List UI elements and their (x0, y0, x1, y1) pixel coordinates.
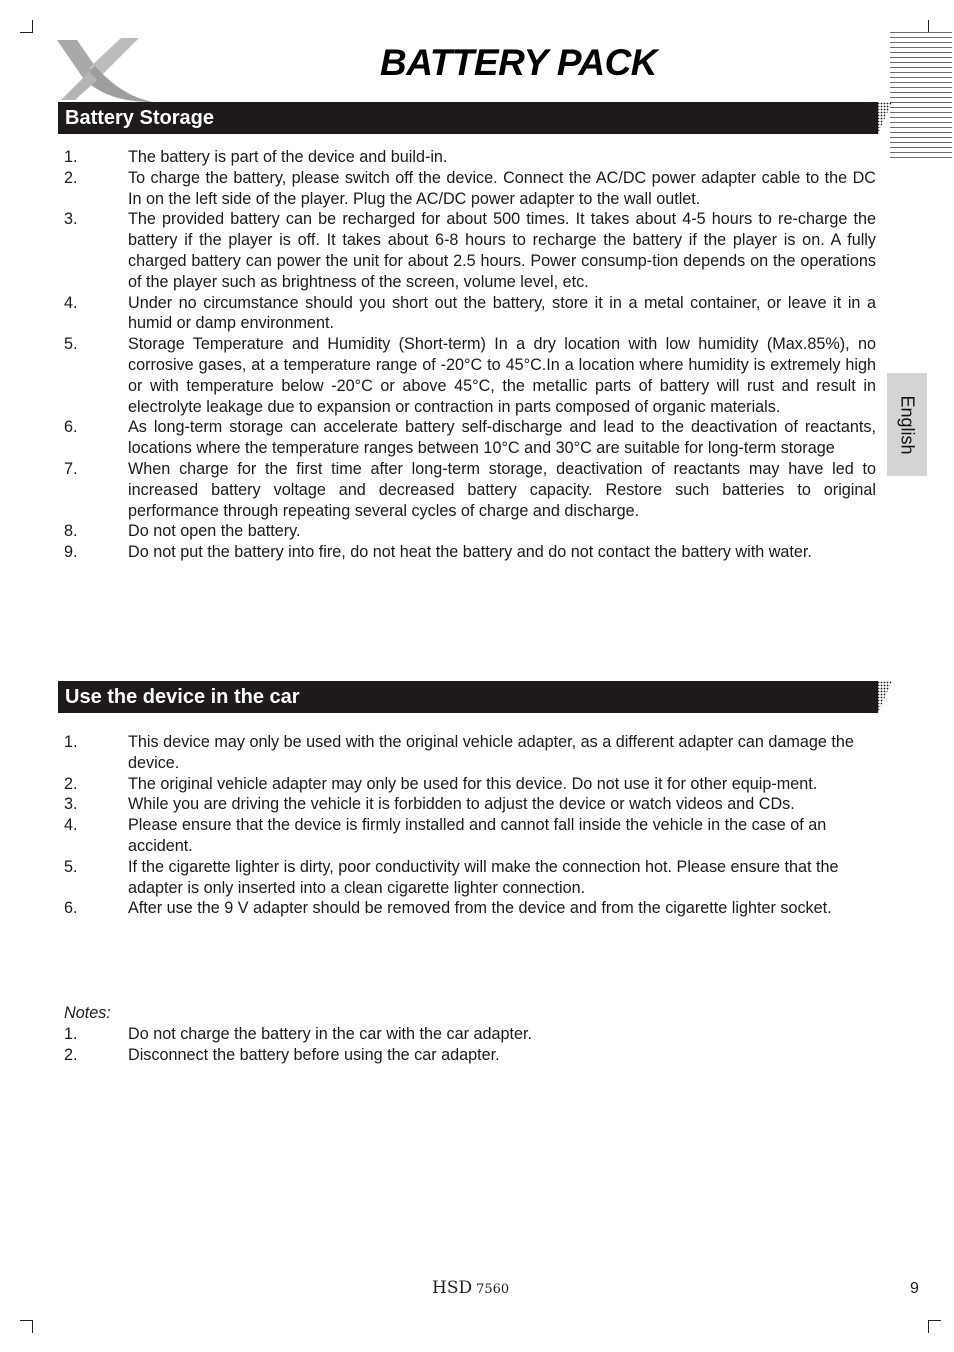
x-brand-logo-icon (55, 38, 155, 109)
list-item-number: 6. (64, 899, 78, 918)
language-tab (887, 373, 927, 476)
list-item (64, 293, 876, 335)
list-item (64, 334, 876, 417)
list-item-number: 9. (64, 543, 78, 562)
list-item-number: 5. (64, 857, 78, 876)
list-item-text: Disconnect the battery before using the car adapter. (128, 1045, 500, 1064)
list-item-text: If the cigarette lighter is dirty, poor conductivity will make the connection hot. Please ensure that the adapter is only inserted into a clean cigarette lighter connection. (128, 857, 839, 897)
list-item (64, 147, 876, 168)
list-item-number: 4. (64, 816, 78, 835)
list-item-number: 1. (64, 733, 78, 751)
model-name: HSD (432, 1278, 473, 1298)
section-header-car-use (58, 681, 878, 713)
footer-model-name (432, 1278, 509, 1298)
list-item-text: To charge the battery, please switch off the device. Connect the AC/DC power adapter cable to the DC In on the left side of the player. Plug the AC/DC power adapter to the wall outlet. (128, 168, 876, 208)
list-item-text: Please ensure that the device is firmly installed and cannot fall inside the vehicle in the case of an accident. (128, 816, 827, 855)
list-item-number: 1. (64, 148, 78, 166)
list-item (64, 1045, 876, 1066)
list-item-number: 5. (64, 335, 78, 354)
list-item (64, 794, 876, 815)
list-item-text: Storage Temperature and Humidity (Short-term) In a dry location with low humidity (Max.85%), no corrosive gases, at a temperature range of -20°C to 45°C.In a location where humidity is extremely high or with temperature below -20°C or above 45°C, the metallic parts of battery will rust and result in electrolyte leakage due to expansion or contraction in parts composed of organic materials. (128, 335, 876, 416)
list-item-number: 1. (64, 1025, 78, 1043)
list-item-number: 4. (64, 293, 78, 312)
list-item-number: 2. (64, 168, 78, 187)
crop-mark-top-left (20, 20, 33, 33)
list-item (64, 732, 876, 774)
list-item-number: 3. (64, 210, 78, 229)
list-item-number: 2. (64, 1045, 78, 1064)
model-number: 7560 (476, 1282, 510, 1297)
battery-storage-list (64, 147, 876, 563)
list-item-text: The battery is part of the device and build-in. (128, 148, 448, 166)
list-item (64, 459, 876, 521)
list-item-text: Do not charge the battery in the car with the car adapter. (128, 1025, 533, 1043)
crop-mark-bottom-right (928, 1320, 941, 1333)
list-item (64, 417, 876, 459)
language-tab-label: English (897, 394, 918, 455)
list-item-text: After use the 9 V adapter should be removed from the device and from the cigarette lighter socket. (128, 899, 832, 918)
list-item (64, 209, 876, 292)
list-item-text: Do not open the battery. (128, 522, 301, 541)
notes-label: Notes: (64, 1004, 111, 1022)
halftone-dots-icon (844, 681, 892, 713)
list-item-text: As long-term storage can accelerate battery self-discharge and lead to the deactivation of reactants, locations where the temperature ranges between 10°C and 30°C are suitable for long-term storage (128, 418, 876, 458)
list-item (64, 521, 876, 542)
list-item (64, 168, 876, 210)
section-title: Battery Storage (65, 107, 214, 129)
section-title: Use the device in the car (65, 686, 300, 708)
list-item (64, 857, 876, 899)
decorative-stripes (890, 32, 952, 158)
list-item-text: The original vehicle adapter may only be used for this device. Do not use it for other equip-ment. (128, 774, 818, 793)
list-item-text: Do not put the battery into fire, do not heat the battery and do not contact the battery with water. (128, 543, 812, 562)
list-item-text: The provided battery can be recharged for about 500 times. It takes about 4-5 hours to re-charge the battery if the player is off. It takes about 6-8 hours to recharge the battery if the player is on. A fully charged battery can power the unit for about 2.5 hours. Power consump-tion depends on the operations of the player such as brightness of the screen, volume level, etc. (128, 210, 876, 291)
list-item-number: 7. (64, 459, 78, 478)
halftone-dots-icon (844, 102, 892, 134)
list-item-text: While you are driving the vehicle it is forbidden to adjust the device or watch videos and CDs. (128, 795, 795, 814)
list-item-text: This device may only be used with the original vehicle adapter, as a different adapter can damage the device. (128, 733, 854, 772)
list-item-text: When charge for the first time after long-term storage, deactivation of reactants may have led to increased battery voltage and decreased battery capacity. Restore such batteries to original performance through repeating several cycles of charge and discharge. (128, 459, 876, 520)
list-item-number: 2. (64, 774, 78, 793)
list-item-number: 3. (64, 795, 78, 814)
page-number: 9 (910, 1280, 919, 1297)
list-item-text: Under no circumstance should you short out the battery, store it in a metal container, or leave it in a humid or damp environment. (128, 293, 876, 333)
list-item (64, 815, 876, 857)
car-use-list (64, 732, 876, 919)
list-item (64, 898, 876, 919)
notes-list (64, 1024, 876, 1066)
crop-mark-bottom-left (20, 1320, 33, 1333)
list-item (64, 542, 876, 563)
page-title: BATTERY PACK (380, 42, 658, 83)
list-item (64, 774, 876, 795)
section-header-battery-storage (58, 102, 878, 134)
list-item-number: 6. (64, 418, 78, 437)
list-item-number: 8. (64, 522, 78, 541)
list-item (64, 1024, 876, 1045)
